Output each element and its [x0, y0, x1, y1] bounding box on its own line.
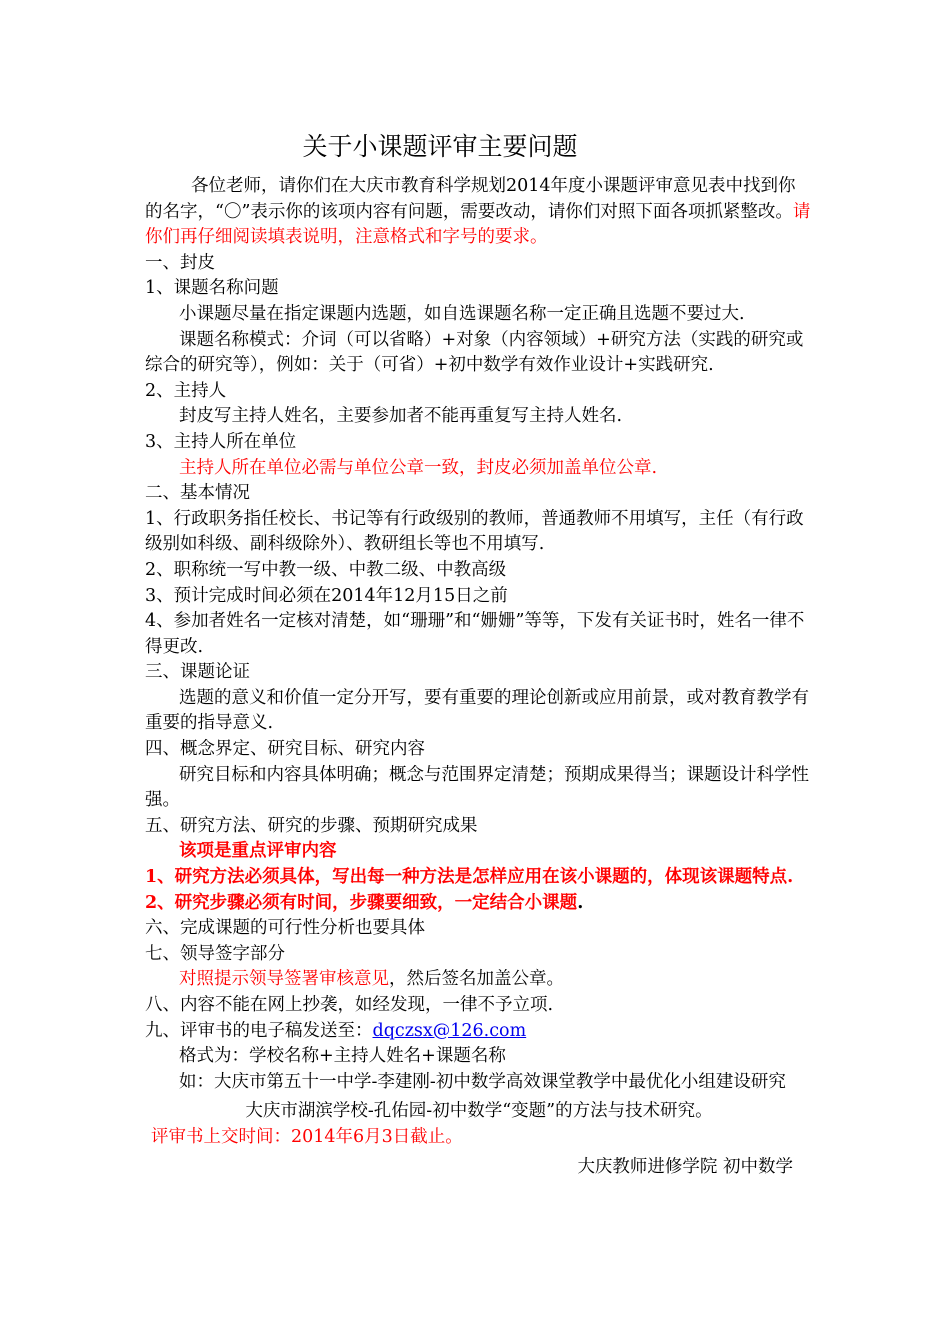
list-item-text: 2、研究步骤必须有时间，步骤要细致，一定结合小课题 [145, 892, 578, 913]
label: 九、评审书的电子稿发送至： [145, 1020, 373, 1041]
paragraph: 选题的意义和价值一定分开写，要有重要的理论创新或应用前景，或对教育教学有重要的指导意义. [145, 687, 809, 734]
warning-paragraph: 主持人所在单位必需与单位公章一致，封皮必须加盖单位公章. [179, 457, 658, 478]
sub-heading: 3、主持人所在单位 [145, 431, 297, 452]
intro-paragraph [145, 174, 813, 251]
section-heading: 一、封皮 [145, 252, 215, 273]
section-heading [145, 1019, 813, 1045]
deadline: 评审书上交时间：2014年6月3日截止。 [151, 1126, 463, 1147]
paragraph: 小课题尽量在指定课题内选题，如自选课题名称一定正确且选题不要过大. [179, 303, 745, 324]
paragraph: 课题名称模式：介词（可以省略）+对象（内容领域）+研究方法（实践的研究或综合的研究等），例如：关于（可省）+初中数学有效作业设计+实践研究. [145, 329, 804, 376]
text: ，然后签名加盖公章。 [389, 969, 564, 990]
signature: 大庆教师进修学院 初中数学 [577, 1156, 793, 1177]
list-item [145, 891, 813, 917]
period: . [577, 892, 584, 913]
key-point: 该项是重点评审内容 [179, 841, 337, 862]
document-body [145, 174, 813, 1180]
list-item: 3、预计完成时间必须在2014年12月15日之前 [145, 585, 508, 606]
section-heading: 八、内容不能在网上抄袭，如经发现，一律不予立项. [145, 995, 554, 1015]
list-item: 1、行政职务指任校长、书记等有行政级别的教师，普通教师不用填写，主任（有行政级别如科级、副科级除外）、教研组长等也不用填写. [145, 508, 804, 555]
intro-text: 各位老师，请你们在大庆市教育科学规划2014年度小课题评审意见表中找到你的名字，“〇”表示你的该项内容有问题，需要改动，请你们对照下面各项抓紧整改。 [145, 176, 796, 222]
red-text: 对照提示领导签署审核意见 [179, 969, 389, 990]
paragraph: 格式为：学校名称+主持人姓名+课题名称 [179, 1046, 506, 1067]
paragraph [145, 967, 813, 993]
section-heading: 五、研究方法、研究的步骤、预期研究成果 [145, 815, 478, 836]
list-item: 4、参加者姓名一定核对清楚，如“珊珊”和“姗姗”等等，下发有关证书时，姓名一律不得更改. [145, 611, 805, 657]
section-heading: 三、课题论证 [145, 662, 250, 683]
section-heading: 七、领导签字部分 [145, 943, 285, 964]
intro-warning: 请你们再仔细阅读填表说明，注意格式和字号的要求。 [145, 201, 811, 248]
paragraph: 大庆市湖滨学校-孔佑园-初中数学“变题”的方法与技术研究。 [245, 1101, 713, 1122]
list-item: 2、职称统一写中教一级、中教二级、中教高级 [145, 559, 507, 580]
paragraph: 封皮写主持人姓名，主要参加者不能再重复写主持人姓名. [179, 406, 623, 427]
section-heading: 二、基本情况 [145, 483, 250, 504]
email-link[interactable]: dqczsx@126.com [372, 1020, 527, 1041]
paragraph: 研究目标和内容具体明确；概念与范围界定清楚；预期成果得当；课题设计科学性强。 [145, 764, 809, 811]
page-title: 关于小课题评审主要问题 [302, 132, 578, 161]
section-heading: 四、概念界定、研究目标、研究内容 [145, 739, 425, 760]
paragraph: 如：大庆市第五十一中学-李建刚-初中数学高效课堂教学中最优化小组建设研究 [179, 1071, 786, 1092]
list-item: 1、研究方法必须具体，写出每一种方法是怎样应用在该小课题的，体现该课题特点. [145, 867, 794, 888]
section-heading: 六、完成课题的可行性分析也要具体 [145, 918, 425, 939]
sub-heading: 2、主持人 [145, 380, 227, 401]
sub-heading: 1、课题名称问题 [145, 278, 279, 299]
